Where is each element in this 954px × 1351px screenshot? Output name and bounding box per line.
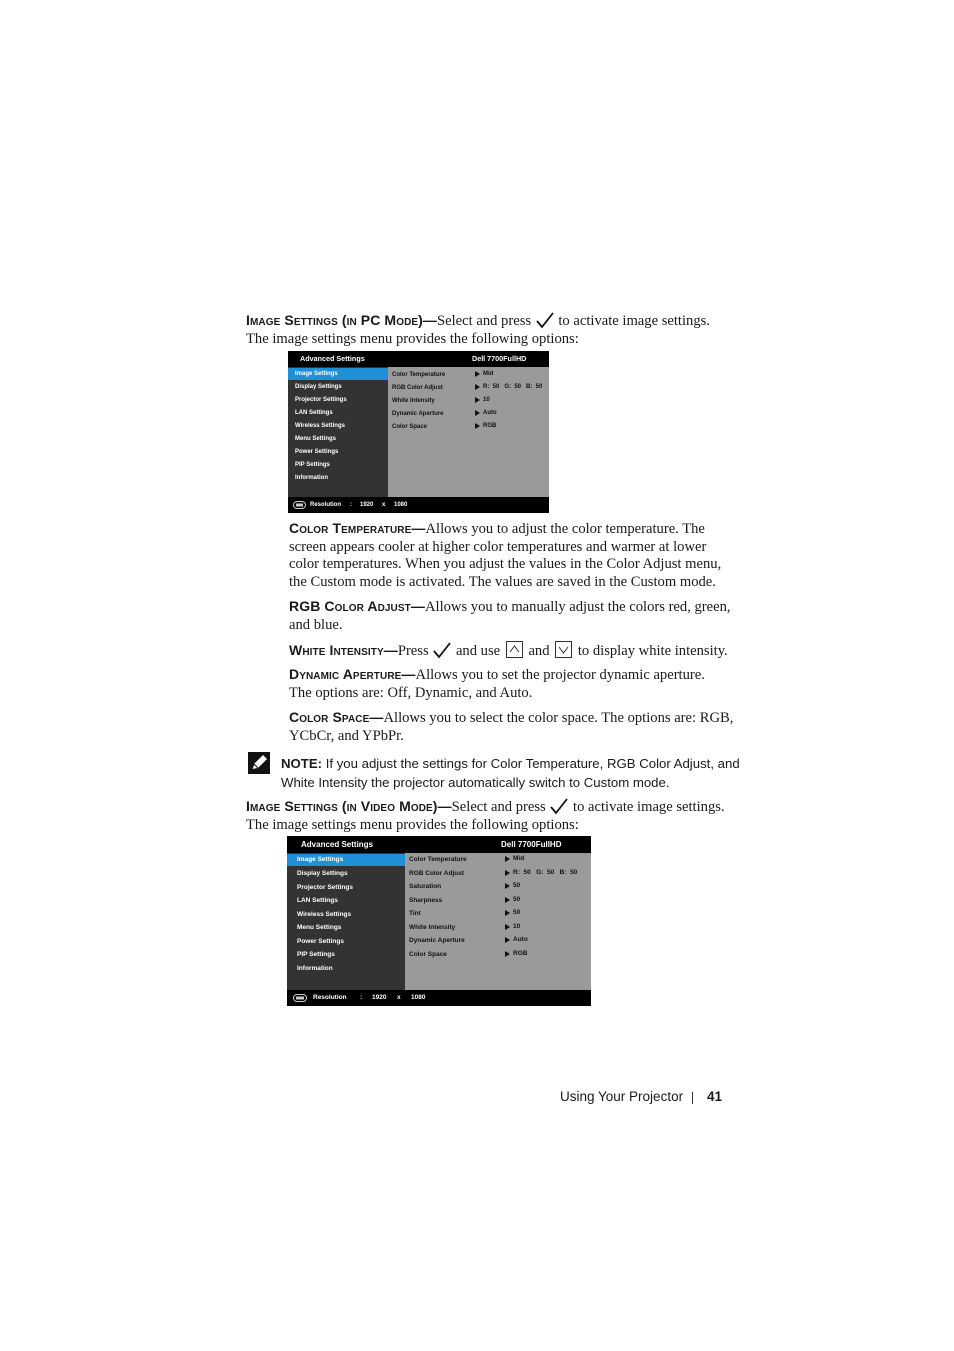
osd-footer bbox=[287, 990, 591, 1006]
page-number: 41 bbox=[707, 1089, 723, 1104]
arrow-right-icon bbox=[475, 384, 480, 390]
osd-footer-x: x bbox=[382, 502, 386, 508]
osd-option-value: Auto bbox=[483, 410, 497, 416]
dynamic-aperture-text: The options are: bbox=[289, 684, 384, 701]
dynamic-aperture-text: Allows you to set the projector dynamic aperture. bbox=[415, 667, 705, 683]
osd-footer-sep: : bbox=[360, 994, 363, 1001]
arrow-right-icon bbox=[505, 856, 510, 862]
white-intensity-text: to display white intensity. bbox=[577, 643, 728, 659]
note-term-white-intensity: White Intensity bbox=[281, 775, 368, 790]
dynamic-aperture-option-auto: Auto bbox=[499, 684, 529, 701]
osd-menu-menu-settings[interactable]: Menu Settings bbox=[295, 436, 337, 442]
note-term-color-temperature: Color Temperature bbox=[490, 756, 600, 771]
osd-option-value: 50 bbox=[513, 896, 521, 903]
osd-menu-lan-settings[interactable]: LAN Settings bbox=[295, 410, 333, 416]
osd-title: Advanced Settings bbox=[300, 354, 365, 363]
osd-menu-wireless-settings[interactable]: Wireless Settings bbox=[295, 423, 345, 429]
note-pencil-icon bbox=[248, 752, 270, 774]
osd-option-value: RGB bbox=[513, 950, 528, 957]
arrow-right-icon bbox=[475, 410, 480, 416]
note-text: , and bbox=[710, 756, 740, 771]
color-adjust-term: Color Adjust bbox=[606, 556, 682, 572]
osd-model: Dell 7700FullHD bbox=[501, 840, 562, 849]
arrow-right-icon bbox=[475, 371, 480, 377]
osd-menu-video bbox=[287, 836, 591, 1006]
osd-option-label[interactable]: Color Space bbox=[392, 424, 428, 430]
arrow-right-icon bbox=[505, 897, 510, 903]
color-temperature-text: screen appears cooler at higher color temperatures and warmer at lower bbox=[289, 538, 707, 555]
note-text: If you adjust the settings for bbox=[325, 756, 487, 771]
dynamic-aperture-option-off: Off bbox=[387, 684, 408, 701]
osd-right-panel bbox=[388, 367, 549, 497]
osd-left-menu bbox=[287, 853, 405, 990]
osd-menu-projector-settings[interactable]: Projector Settings bbox=[295, 397, 347, 403]
osd-footer-height: 1080 bbox=[411, 994, 426, 1001]
osd-option-label[interactable]: Saturation bbox=[409, 883, 442, 890]
pc-mode-heading: Image Settings (in PC Mode)— bbox=[246, 312, 438, 328]
osd-menu-projector-settings[interactable]: Projector Settings bbox=[297, 884, 353, 891]
rgb-adjust-text: Allows you to manually adjust the colors red, green, bbox=[424, 599, 731, 615]
rgb-adjust-heading: RGB Color Adjust— bbox=[289, 598, 425, 614]
arrow-right-icon bbox=[505, 883, 510, 889]
osd-option-label[interactable]: White Intensity bbox=[392, 398, 435, 404]
osd-option-value: R: 50 G: 50 B: 50 bbox=[483, 384, 543, 390]
dynamic-aperture-text: . bbox=[528, 684, 533, 701]
osd-footer-label: Resolution bbox=[310, 502, 341, 508]
osd-menu-power-settings[interactable]: Power Settings bbox=[295, 449, 339, 455]
note-text: . bbox=[665, 775, 670, 790]
note-text: , bbox=[599, 756, 604, 771]
dynamic-aperture-heading: Dynamic Aperture— bbox=[289, 666, 416, 682]
osd-option-value: RGB bbox=[483, 423, 497, 429]
osd-title: Advanced Settings bbox=[301, 840, 374, 849]
rgb-adjust-text: and blue. bbox=[289, 616, 343, 633]
osd-menu-image-settings[interactable]: Image Settings bbox=[288, 368, 388, 380]
white-intensity-text: and use bbox=[455, 643, 501, 659]
dynamic-aperture-paragraph bbox=[289, 666, 749, 702]
osd-menu-power-settings[interactable]: Power Settings bbox=[297, 938, 344, 945]
footer-divider bbox=[692, 1092, 693, 1104]
note-paragraph bbox=[281, 754, 751, 792]
resolution-icon bbox=[293, 994, 307, 1002]
color-space-paragraph bbox=[289, 709, 749, 745]
osd-menu-lan-settings[interactable]: LAN Settings bbox=[297, 897, 338, 904]
video-mode-text-after: to activate image settings. bbox=[573, 799, 725, 815]
color-temperature-text: the Custom mode is activated. The values are saved in the Custom mode. bbox=[289, 573, 716, 590]
arrow-right-icon bbox=[475, 397, 480, 403]
arrow-right-icon bbox=[475, 423, 480, 429]
note-label: NOTE: bbox=[281, 756, 323, 771]
osd-footer bbox=[288, 497, 549, 513]
osd-menu-display-settings[interactable]: Display Settings bbox=[297, 870, 348, 877]
osd-option-label[interactable]: Tint bbox=[409, 910, 421, 917]
osd-option-value: Mid bbox=[483, 371, 494, 377]
checkmark-icon bbox=[432, 641, 452, 659]
video-mode-text-before: Select and press bbox=[451, 799, 546, 815]
checkmark-icon bbox=[535, 311, 555, 329]
osd-menu-pc bbox=[288, 351, 549, 513]
osd-option-value: 50 bbox=[513, 882, 521, 889]
color-space-text: Allows you to select the color space. The options are: RGB, bbox=[383, 710, 734, 726]
white-intensity-paragraph bbox=[289, 641, 759, 661]
osd-option-label[interactable]: Dynamic Aperture bbox=[409, 937, 465, 944]
footer-section-title: Using Your Projector bbox=[560, 1089, 684, 1104]
white-intensity-text: Press bbox=[397, 643, 429, 659]
pc-mode-text-before: Select and press bbox=[437, 313, 532, 329]
osd-menu-pip-settings[interactable]: PIP Settings bbox=[297, 951, 335, 958]
osd-option-label[interactable]: Color Temperature bbox=[392, 372, 446, 378]
white-intensity-heading: White Intensity— bbox=[289, 642, 398, 658]
osd-menu-wireless-settings[interactable]: Wireless Settings bbox=[297, 911, 352, 918]
osd-option-value: R: 50 G: 50 B: 50 bbox=[513, 869, 578, 876]
osd-option-label[interactable]: Sharpness bbox=[409, 897, 443, 904]
dynamic-aperture-text: , bbox=[407, 684, 412, 701]
osd-footer-label: Resolution bbox=[313, 994, 347, 1001]
video-mode-intro bbox=[246, 797, 746, 834]
osd-option-value: 50 bbox=[513, 909, 521, 916]
osd-option-value: Auto bbox=[513, 936, 528, 943]
note-term-rgb-color-adjust: RGB Color Adjust bbox=[606, 756, 711, 771]
osd-right-panel bbox=[405, 853, 591, 990]
color-space-text: YCbCr, and YPbPr. bbox=[289, 727, 404, 744]
osd-option-label[interactable]: Color Space bbox=[409, 951, 447, 958]
osd-menu-pip-settings[interactable]: PIP Settings bbox=[295, 462, 330, 468]
note-term-custom-mode: Custom mode bbox=[583, 775, 666, 790]
page-footer bbox=[560, 1089, 730, 1109]
note-text: the projector automatically switch to bbox=[371, 775, 581, 790]
pc-mode-text-after: to activate image settings. bbox=[558, 313, 710, 329]
osd-option-label[interactable]: White Intensity bbox=[409, 924, 456, 931]
down-arrow-button-icon bbox=[555, 641, 572, 658]
osd-footer-width: 1920 bbox=[372, 994, 387, 1001]
osd-footer-width: 1920 bbox=[360, 502, 374, 508]
osd-footer-sep: : bbox=[350, 502, 352, 508]
arrow-right-icon bbox=[505, 870, 510, 876]
osd-option-value: Mid bbox=[513, 855, 525, 862]
color-temperature-paragraph bbox=[289, 520, 749, 591]
osd-option-value: 10 bbox=[483, 397, 490, 403]
osd-menu-information[interactable]: Information bbox=[297, 965, 333, 972]
osd-left-menu bbox=[288, 367, 388, 497]
video-mode-line2: The image settings menu provides the following options: bbox=[246, 816, 579, 833]
osd-option-value: 10 bbox=[513, 923, 521, 930]
dynamic-aperture-text: , and bbox=[468, 684, 497, 701]
checkmark-icon bbox=[549, 797, 569, 815]
osd-menu-menu-settings[interactable]: Menu Settings bbox=[297, 924, 342, 931]
arrow-right-icon bbox=[505, 937, 510, 943]
resolution-icon bbox=[293, 501, 306, 509]
up-arrow-button-icon bbox=[506, 641, 523, 658]
osd-menu-information[interactable]: Information bbox=[295, 475, 328, 481]
osd-footer-height: 1080 bbox=[394, 502, 408, 508]
osd-model: Dell 7700FullHD bbox=[472, 354, 527, 363]
color-temperature-text: Allows you to adjust the color temperature. The bbox=[425, 521, 705, 537]
rgb-adjust-paragraph bbox=[289, 598, 749, 634]
osd-titlebar bbox=[288, 351, 549, 367]
color-temperature-text: menu, bbox=[685, 556, 722, 572]
osd-option-label[interactable]: Color Temperature bbox=[409, 856, 467, 863]
osd-titlebar bbox=[287, 836, 591, 853]
pc-mode-line2: The image settings menu provides the following options: bbox=[246, 330, 579, 347]
osd-option-label[interactable]: Dynamic Aperture bbox=[392, 411, 444, 417]
osd-menu-display-settings[interactable]: Display Settings bbox=[295, 384, 342, 390]
dynamic-aperture-option-dynamic: Dynamic bbox=[414, 684, 469, 701]
osd-menu-image-settings[interactable]: Image Settings bbox=[287, 854, 405, 866]
arrow-right-icon bbox=[505, 910, 510, 916]
arrow-right-icon bbox=[505, 924, 510, 930]
osd-option-label[interactable]: RGB Color Adjust bbox=[409, 870, 465, 877]
pc-mode-intro bbox=[246, 311, 746, 348]
osd-footer-x: x bbox=[397, 994, 401, 1001]
arrow-right-icon bbox=[505, 951, 510, 957]
osd-option-label[interactable]: RGB Color Adjust bbox=[392, 385, 443, 391]
color-temperature-heading: Color Temperature— bbox=[289, 520, 426, 536]
color-temperature-text: color temperatures. When you adjust the values in the bbox=[289, 556, 603, 572]
video-mode-heading: Image Settings (in Video Mode)— bbox=[246, 798, 452, 814]
color-space-heading: Color Space— bbox=[289, 709, 384, 725]
white-intensity-text: and bbox=[528, 643, 550, 659]
